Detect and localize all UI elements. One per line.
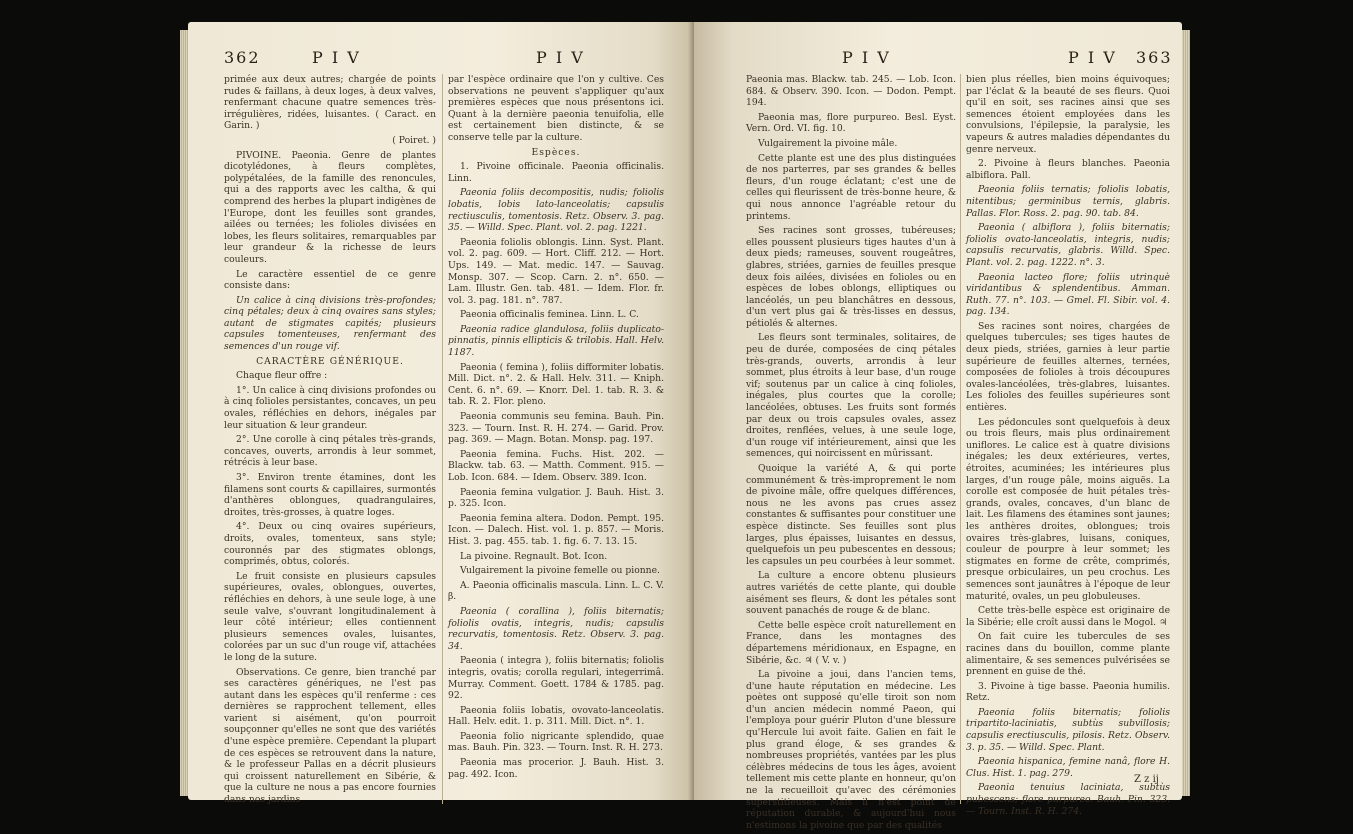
paragraph: Paeonia communis seu femina. Bauh. Pin. 323. — Tourn. Inst. R. H. 274. — Garid. Prov. pag. 369. — Magn. Botan. Monsp. pag. 197. <box>448 411 664 446</box>
text-column <box>966 74 1170 820</box>
paragraph: 1°. Un calice à cinq divisions profondes ou à cinq folioles persistantes, concaves, un peu ovales, réfléchies en dehors, inégales par leur situation & leur grandeur. <box>224 384 436 431</box>
paragraph: Le caractère essentiel de ce genre consiste dans: <box>224 268 436 292</box>
paragraph: A. Paeonia officinalis mascula. Linn. L. C. V. β. <box>448 579 664 603</box>
paragraph: Paeonia foliolis oblongis. Linn. Syst. Plant. vol. 2. pag. 609. — Hort. Cliff. 212. — Hort. Ups. 149. — Mat. medic. 147. — Sauvag. Monsp. 307. — Scop. Carn. 2. n°. 650. — Lam. Illustr. Gen. tab. 481. — Idem. Flor. fr. vol. 3. pag. 181. n°. 787. <box>448 236 664 306</box>
paragraph: Paeonia femina. Fuchs. Hist. 202. — Blackw. tab. 63. — Matth. Comment. 915. — Lob. Icon. 684. — Idem. Observ. 389. Icon. <box>448 448 664 483</box>
paragraph: Paeonia radice glandulosa, foliis duplicato-pinnatis, pinnis ellipticis & trilobis. Hall. Helv. 1187. <box>448 323 664 359</box>
paragraph: PIVOINE. Paeonia. Genre de plantes dicotylédones, à fleurs complètes, polypétalées, de la famille des renoncules, qui a des rapports avec les caltha, & qui comprend des herbes la plupart indigènes de l'Europe, dont les feuilles sont grandes, ailées ou ternées; les folioles divisées en lobes, les fleurs solitaires, remarquables par leur grandeur & la richesse de leurs couleurs. <box>224 149 436 265</box>
paragraph: Les fleurs sont terminales, solitaires, de peu de durée, composées de cinq pétales très-grands, ouverts, arrondis à leur sommet, plus étroits à leur base, d'un rouge vif; soutenus par un calice à cinq folioles, inégales, plus courtes que la corolle; lancéolées, obtuses. Les fruits sont formés par deux ou trois capsules ovales, assez droites, renflées, velues, à une seule loge, d'un rouge vif intérieurement, ainsi que les semences, qui noircissent en mûrissant. <box>746 332 956 460</box>
page-number: 363 <box>1136 48 1173 67</box>
paragraph: 2°. Une corolle à cinq pétales très-grands, concaves, ouverts, arrondis à leur sommet, rétrécis à leur base. <box>224 434 436 469</box>
paragraph: Observations. Ce genre, bien tranché par ses caractères génériques, ne l'est pas autant dans les espèces qu'il renferme : ces dernières se rapprochent tellement, elles varient si aisément, qu'on pourroit soupçonner qu'elles ne sont que des variétés d'une espèce première. Cependant la plupart de ces espèces se retrouvent dans la nature, & le professeur Pallas en a décrit plusieurs qui croissent naturellement en Sibérie, & que la culture ne nous a pas encore fournies dans nos jardins <box>224 666 436 806</box>
paragraph: Quoique la variété A, & qui porte communément & très-improprement le nom de pivoine mâle, offre quelques différences, nous ne les avons pas crues assez constantes & suffisantes pour constituer une espèce distincte. Ses feuilles sont plus larges, plus épaisses, luisantes en dessus, quelquefois un peu pubescentes en dessous; les capsules un peu courbées à leur sommet. <box>746 463 956 567</box>
paragraph: Les pédoncules sont quelquefois à deux ou trois fleurs, mais plus ordinairement uniflores. Le calice est à quatre divisions inégales; les deux extérieures, vertes, étroites, acuminées; les intérieures plus larges, d'un rouge pâle, moins aiguës. La corolle est composée de huit pétales très-grands, ovales, concaves, d'un blanc de lait. Les filamens des étamines sont jaunes; les anthères droites, oblongues; trois ovaires très-glabres, luisans, coniques, couleur de pourpre à leur sommet; les stigmates en forme de crête, comprimés, presque orbiculaires, un peu crochus. Les semences sont jaunâtres à l'époque de leur maturité, ovales, un peu globuleuses. <box>966 416 1170 602</box>
paragraph: Paeonia foliis biternatis; foliolis tripartito-laciniatis, subtùs subvillosis; capsulis erectiusculis, pilosis. Retz. Observ. 3. p. 35. — Willd. Spec. Plant. <box>966 706 1170 753</box>
paragraph: La pivoine a joui, dans l'ancien tems, d'une haute réputation en médecine. Les poètes ont supposé qu'elle tiroit son nom d'un ancien médecin nommé Paeon, qui l'employa pour guérir Pluton d'une blessure qu'Hercule lui avoit faite. Galien en fait le plus grand éloge, & ses grandes & nombreuses propriétés, vantées par les plus célèbres médecins de tous les âges, avoient tellement mis cette plante en honneur, qu'on ne la recueilloit qu'avec des cérémonies superstitieuses. Mais il n'est point de réputation durable, & aujourd'hui nous n'estimons la pivoine que par des qualités <box>746 669 956 831</box>
left-page <box>188 22 694 806</box>
paragraph: Ses racines sont noires, chargées de quelques tubercules; ses tiges hautes de deux pieds, striées, garnies à leur partie supérieure de feuilles alternes, ternées, composées de folioles à trois découpures ovales-lancéolées, très-glabres, luisantes. Les folioles des feuilles supérieures sont entières. <box>966 320 1170 414</box>
paragraph: 3°. Environ trente étamines, dont les filamens sont courts & capillaires, surmontés d'anthères oblongues, quadrangulaires, droites, très-grosses, à quatre loges. <box>224 472 436 518</box>
paragraph: 2. Pivoine à fleurs blanches. Paeonia albiflora. Pall. <box>966 158 1170 181</box>
paragraph: bien plus réelles, bien moins équivoques; par l'éclat & la beauté de ses fleurs. Quoi qu'il en soit, ses racines ainsi que ses semences étoient employées dans les convulsions, l'épilepsie, la paralysie, les vapeurs & autres maladies dépendantes du genre nerveux. <box>966 74 1170 155</box>
paragraph: 3. Pivoine à tige basse. Paeonia humilis. Retz. <box>966 680 1170 704</box>
paragraph: Paeonia ( integra ), foliis biternatis; foliolis integris, ovatis; corolla regulari, integerrimâ. Murray. Comment. Goett. 1784 & 1785. pag. 92. <box>448 655 664 702</box>
paragraph: Le fruit consiste en plusieurs capsules supérieures, ovales, oblongues, ouvertes, réfléchies en dehors, à une seule loge, à une seule valve, s'ouvrant longitudinalement à leur côté intérieur; elles contiennent plusieurs semences ovales, luisantes, colorées par un suc d'un rouge vif, attachées le long de la suture. <box>224 570 436 663</box>
paragraph: Paeonia ( corallina ), foliis biternatis; foliolis ovatis, integris, nudis; capsulis recurvatis, tomentosis. Retz. Observ. 3. pag. 34. <box>448 605 664 652</box>
running-head: P I V <box>842 48 891 67</box>
paragraph: primée aux deux autres; chargée de points rudes & faillans, à deux loges, à deux valves, renfermant chacune quatre semences très-irrégulières, ridées, luisantes. ( Caract. en Garin. ) <box>224 74 436 132</box>
text-column <box>746 74 956 834</box>
paragraph: Espèces. <box>531 146 581 158</box>
text-column <box>448 74 664 783</box>
paragraph: Paeonia mas. Blackw. tab. 245. — Lob. Icon. 684. & Observ. 390. Icon. — Dodon. Pempt. 194. <box>746 74 956 109</box>
page-number: 362 <box>224 48 261 67</box>
signature-mark: Z z ij <box>1134 774 1159 785</box>
paragraph: Paeonia lacteo flore; foliis utrinquè viridantibus & splendentibus. Amman. Ruth. 77. n°. 103. — Gmel. Fl. Sibir. vol. 4. pag. 134. <box>966 271 1170 318</box>
paragraph: Ses racines sont grosses, tubéreuses; elles poussent plusieurs tiges hautes d'un à deux pieds; rameuses, souvent rougeâtres, glabres, striées, garnies de feuilles presque deux fois ailées, divisées en folioles ou en espèces de lobes oblongs, elliptiques ou lancéolés, un peu blanchâtres en dessous, d'un vert plus gai & très-lisses en dessus, pétiolés & alternes. <box>746 225 956 329</box>
paragraph: Paeonia officinalis feminea. Linn. L. C. <box>460 309 639 321</box>
running-head: P I V <box>536 48 585 67</box>
paragraph: Vulgairement la pivoine femelle ou pionne. <box>460 565 660 577</box>
paragraph: Cette plante est une des plus distinguées de nos parterres, par ses grandes & belles fleurs, d'un rouge éclatant; c'est une de celles qui fleurissent de très-bonne heure, & qui nous annonce l'agréable retour du printems. <box>746 152 956 222</box>
column-rule <box>960 74 961 804</box>
paragraph: Paeonia femina altera. Dodon. Pempt. 195. Icon. — Dalech. Hist. vol. 1. p. 857. — Moris. Hist. 3. pag. 455. tab. 1. fig. 6. 7. 13. 15. <box>448 512 664 547</box>
paragraph: CARACTÈRE GÉNÉRIQUE. <box>256 355 404 367</box>
paragraph: Paeonia foliis ternatis; foliolis lobatis, nitentibus; germinibus ternis, glabris. Pallas. Flor. Ross. 2. pag. 90. tab. 84. <box>966 184 1170 219</box>
paragraph: Chaque fleur offre : <box>236 370 328 382</box>
paragraph: La culture a encore obtenu plusieurs autres variétés de cette plante, qui double aisément ses fleurs, & dont les pétales sont souvent panachés de rouge & de blanc. <box>746 570 956 617</box>
paragraph: Paeonia folio nigricante splendido, quae mas. Bauh. Pin. 323. — Tourn. Inst. R. H. 273. <box>448 730 664 754</box>
paragraph: Paeonia mas, flore purpureo. Besl. Eyst. Vern. Ord. VI. fig. 10. <box>746 111 956 135</box>
paragraph: Cette très-belle espèce est originaire de la Sibérie; elle croît aussi dans le Mogol. ♃ <box>966 605 1170 628</box>
running-head: P I V <box>1068 48 1117 67</box>
paragraph: 1. Pivoine officinale. Paeonia officinalis. Linn. <box>448 161 664 184</box>
paragraph: Paeonia tenuius laciniata, subtùs pubescens; flore purpureo. Bauh. Pin. 323. — Tourn. Inst. R. H. 274. <box>966 782 1170 817</box>
paragraph: Paeonia foliis lobatis, ovovato-lanceolatis. Hall. Helv. edit. 1. p. 311. Mill. Dict. n°. 1. <box>448 704 664 728</box>
paragraph: ( Poiret. ) <box>392 134 436 146</box>
column-rule <box>442 74 443 804</box>
paragraph: Vulgairement la pivoine mâle. <box>758 137 898 149</box>
paragraph: Paeonia ( femina ), foliis difformiter lobatis. Mill. Dict. n°. 2. & Hall. Helv. 311. — Kniph. Cent. 6. n°. 69. — Knorr. Del. 1. tab. R. 3. & tab. R. 2. Flor. pleno. <box>448 361 664 408</box>
running-head: P I V <box>312 48 361 67</box>
paragraph: Un calice à cinq divisions très-profondes; cinq pétales; deux à cinq ovaires sans styles; autant de stigmates capités; plusieurs capsules tomenteuses, renfermant des semences d'un rouge vif. <box>224 294 436 353</box>
paragraph: Cette belle espèce croît naturellement en France, dans les montagnes des départemens méridionaux, en Espagne, en Sibérie, &c. ♃ ( V. v. ) <box>746 619 956 666</box>
paragraph: par l'espèce ordinaire que l'on y cultive. Ces observations ne peuvent s'appliquer qu'aux premières espèces que nous présentons ici. Quant à la dernière paeonia tenuifolia, elle est certainement bien distincte, & se conserve telle par la culture. <box>448 74 664 143</box>
paragraph: Paeonia hispanica, femine nanâ, flore H. Clus. Hist. 1. pag. 279. <box>966 756 1170 779</box>
right-page <box>694 22 1182 831</box>
paragraph: La pivoine. Regnault. Bot. Icon. <box>460 550 608 562</box>
text-column <box>224 74 436 809</box>
paragraph: On fait cuire les tubercules de ses racines dans du bouillon, comme plante alimentaire, & ses semences pulvérisées se prennent en guise de thé. <box>966 631 1170 678</box>
paragraph: 4°. Deux ou cinq ovaires supérieurs, droits, ovales, tomenteux, sans style; couronnés par des stigmates oblongs, comprimés, obtus, colorés. <box>224 521 436 568</box>
paragraph: Paeonia mas procerior. J. Bauh. Hist. 3. pag. 492. Icon. <box>448 757 664 780</box>
paragraph: Paeonia femina vulgatior. J. Bauh. Hist. 3. p. 325. Icon. <box>448 486 664 510</box>
paragraph: Paeonia foliis decompositis, nudis; foliolis lobatis, lobis lato-lanceolatis; capsulis rectiusculis, tomentosis. Retz. Observ. 3. pag. 35. — Willd. Spec. Plant. vol. 2. pag. 1221. <box>448 187 664 234</box>
paragraph: Paeonia ( albiflora ), foliis biternatis; foliolis ovato-lanceolatis, integris, nudis; capsulis recurvatis, glabris. Willd. Spec. Plant. vol. 2. pag. 1222. n°. 3. <box>966 222 1170 268</box>
